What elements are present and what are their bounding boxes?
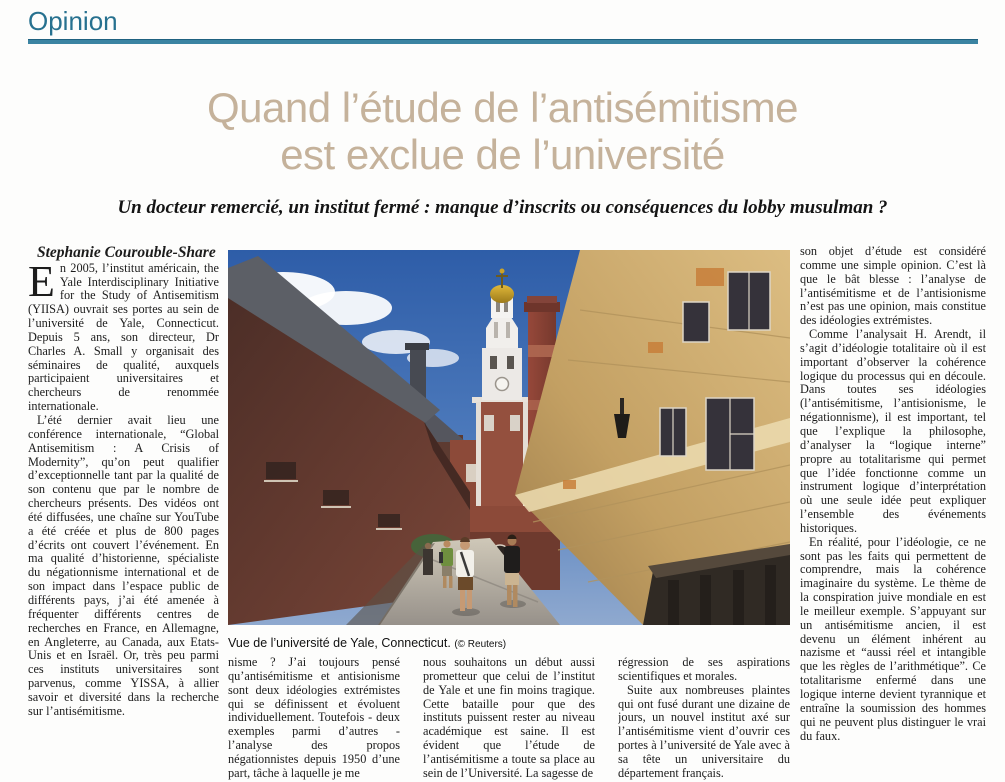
paragraph	[28, 256, 219, 414]
article-column-1	[28, 245, 219, 782]
paragraph: En réalité, pour l’idéologie, ce ne sont pas les faits qui permettent de comprendre, mais la cohérence imaginaire du système. Le thème de la conspiration juive mondiale en est le meilleur exemple. S’appuyant sur un antisémitisme ancien, il est devenu un élément inhérent au nazisme et “aussi réel et intangible que les règles de l’arithmétique”. Ce totalitarisme enfermé dans une logique interne devient tyrannique et entraîne la soumission des hommes qui ne peuvent plus distinguer le vrai du faux.	[800, 534, 986, 743]
photo-credit: (© Reuters)	[454, 639, 507, 650]
photo-caption-text: Vue de l’université de Yale, Connecticut.	[228, 636, 451, 650]
article-standfirst: Un docteur remercié, un institut fermé : manque d’inscrits ou conséquences du lobby musulman ?	[117, 197, 888, 218]
paragraph: L’été dernier avait lieu une conférence internationale, “Global Antisemitism : A Crisis of Modernity”, qu’on peut qualifier d’exceptionnelle tant par la qualité de son contenu que par le nombre de chercheurs présents. Des vidéos ont été diffusées, une chaîne sur YouTube a été créée et plus de 800 pages d’écrits ont couvert l’événement. En ma qualité d’historienne, spécialiste du négationnisme international et de son impact dans l’espace public de différents pays, j’ai été amenée à fréquenter différents centres de recherches en France, en Allemagne, en Angleterre, au Canada, aux Etats-Unis et en Israël. Or, très peu parmi ces instituts universitaires sont parvenus, comme YISSA, à allier savoir et diversité dans la recherche sur l’antisémitisme.	[28, 413, 219, 718]
article-title	[0, 84, 1005, 179]
article-column-2	[228, 656, 400, 782]
article-column-5	[800, 245, 986, 782]
yale-campus-illustration	[228, 250, 790, 625]
photo-caption	[228, 636, 790, 650]
paragraph: Comme l’analysait H. Arendt, il s’agit d’idéologie totalitaire où il est important d’observer la cohérence logique du processus qui en découle. Dans toutes ses idéologies (l’antisémitisme, l’antisionisme, le négationnisme), il est important, tel que l’explique la philosophe, d’analyser la “logique interne” propre au totalitarisme qui permet que l’idée fonctionne comme un instrument logique d’interprétation où une seule idée peut expliquer l’ensemble des événements historiques.	[800, 327, 986, 535]
article-column-3	[423, 656, 595, 782]
paragraph: régression de ses aspirations scientifiques et morales.	[618, 656, 790, 683]
yale-campus-photo	[228, 250, 790, 625]
paragraph-text: n 2005, l’institut américain, the Yale Interdisciplinary Initiative for the Study of Antisemitism (YIISA) ouvrait ses portes au sein de l’université de Yale, Connecticut. Depuis 5 ans, son directeur, Dr Charles A. Small y organisait des séminaires de qualité, auxquels participaient universitaires et chercheurs de renommée internationale.	[28, 260, 219, 414]
paragraph: nisme ? J’ai toujours pensé qu’antisémitisme et antisionisme sont deux idéologies extrémistes qui se définissent et évoluent individuellement. Toutefois - deux exemples parmi d’autres - l’analyse des propos négationnistes depuis 1950 d’une part, tâche à laquelle je me	[228, 656, 400, 780]
section-label: Opinion	[28, 6, 118, 36]
article-title-line1: Quand l’étude de l’antisémitisme	[207, 84, 798, 131]
article-title-line2: est exclue de l’université	[280, 131, 725, 179]
paragraph: son objet d’étude est considéré comme une simple opinion. C’est là que le bât blesse : l’analyse de l’antisémitisme et de l’antisionisme n’est pas une opinion, mais constitue des idéologies extrémistes.	[800, 245, 986, 328]
dropcap: E	[28, 256, 55, 306]
author-byline: Stephanie Courouble-Share	[37, 245, 216, 261]
paragraph: nous souhaitons un début aussi prometteur que celui de l’institut de Yale et une fin moins tragique. Cette bataille pour que des instituts puissent rester au niveau académique est saine. Il est évident que l’étude de l’antisémitisme a toute sa place au sein de l’Université. La sagesse de	[423, 656, 595, 780]
article-column-4	[618, 656, 790, 782]
section-rule	[28, 39, 978, 44]
paragraph: Suite aux nombreuses plaintes qui ont fusé durant une dizaine de jours, un nouvel institut axé sur l’antisémitisme vient d’ouvrir ces portes à l’université de Yale avec à sa tête un universitaire du département français.	[618, 682, 790, 780]
